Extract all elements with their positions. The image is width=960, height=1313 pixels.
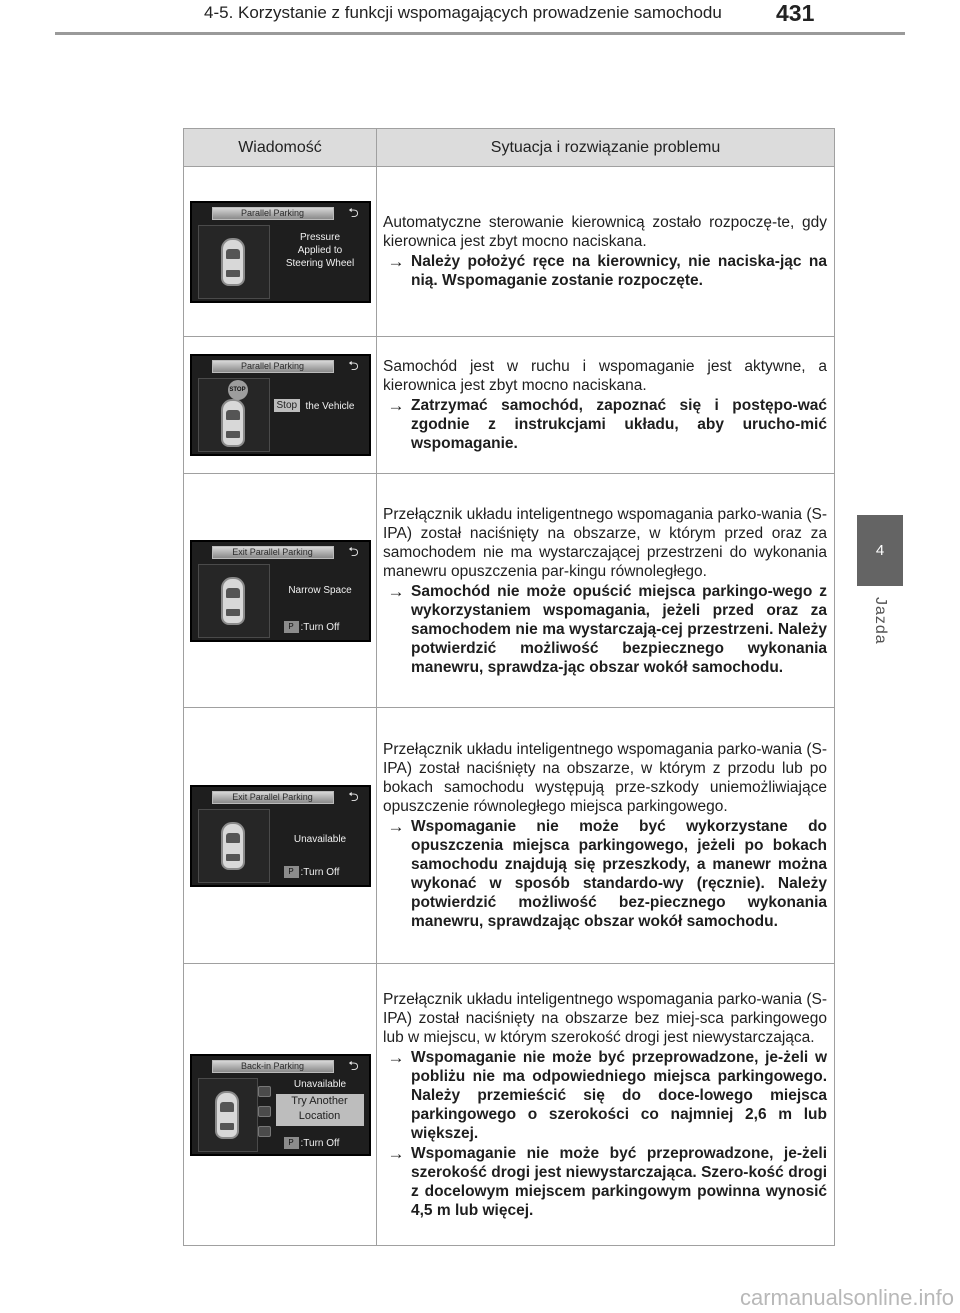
display-screen <box>190 785 371 887</box>
table-row <box>184 474 835 708</box>
chapter-tab <box>857 515 903 586</box>
table-row <box>184 337 835 474</box>
car-panel <box>198 809 270 883</box>
solution-item <box>383 252 827 290</box>
arrow-icon: → <box>387 817 405 836</box>
back-icon: ⮌ <box>348 788 359 804</box>
chapter-label-container <box>857 592 903 650</box>
highlight-line: Try Another <box>291 1094 348 1107</box>
arrow-icon: → <box>387 396 405 415</box>
solution-text: Wspomaganie nie może być przeprowadzone, je-żeli w pobliżu nie ma odpowiedniego miejsca parkingowego. Należy przemieścić się do doce-lowego miejsca parkingowego o szerokości co najmniej 2,6 m lub większej. <box>411 1048 827 1142</box>
car-icon <box>221 822 245 870</box>
watermark: carmanualsonline.info <box>739 1285 954 1310</box>
screen-message <box>276 231 365 270</box>
screen-title: Back-in Parking <box>212 1060 334 1073</box>
solution-item <box>383 1144 827 1220</box>
car-icon <box>221 399 245 447</box>
table-row <box>184 708 835 964</box>
message-cell <box>184 708 377 964</box>
turn-off-label: :Turn Off <box>300 866 340 878</box>
solution-item <box>383 1048 827 1143</box>
situation-description: Przełącznik układu inteligentnego wspomagania parko-wania (S-IPA) został naciśnięty na obszarze bez miej-sca parkingowego lub w miejscu, w którym szerokość drogi jest niewystarczająca. <box>383 990 827 1046</box>
page-number: 431 <box>776 0 815 26</box>
message-cell <box>184 167 377 337</box>
turn-off-line <box>284 1137 340 1150</box>
situation-cell <box>377 964 835 1246</box>
arrow-icon: → <box>387 252 405 271</box>
back-icon: ⮌ <box>348 543 359 559</box>
situation-description: Samochód jest w ruchu i wspomaganie jest aktywne, a kierownica jest zbyt mocno naciskana. <box>383 358 827 394</box>
situation-cell <box>377 167 835 337</box>
arrow-icon: → <box>387 1143 405 1163</box>
screen-message: Narrow Space <box>288 584 352 596</box>
car-icon <box>221 577 245 625</box>
situation-cell <box>377 474 835 708</box>
arrow-icon: → <box>387 1047 405 1067</box>
stop-icon: STOP <box>228 380 248 400</box>
sensor-indicator <box>258 1126 271 1137</box>
screen-message: Unavailable <box>293 1078 347 1090</box>
parking-switch-icon: P <box>284 1137 299 1149</box>
chapter-number: 4 <box>875 542 885 559</box>
turn-off-line <box>284 866 340 879</box>
solution-item <box>383 582 827 677</box>
display-screen <box>190 540 371 642</box>
screen-message-line: Steering Wheel <box>285 257 355 269</box>
messages-table <box>183 128 835 1246</box>
solution-item <box>383 396 827 453</box>
back-icon: ⮌ <box>348 358 359 373</box>
situation-cell <box>377 337 835 474</box>
turn-off-label: :Turn Off <box>300 1137 340 1149</box>
table-header-row <box>184 129 835 167</box>
screen-title: Exit Parallel Parking <box>212 791 334 804</box>
car-panel <box>198 1078 258 1152</box>
arrow-icon: → <box>387 581 405 601</box>
car-icon <box>215 1091 239 1139</box>
parking-switch-icon: P <box>284 866 299 878</box>
car-panel <box>198 564 270 638</box>
parking-switch-icon: P <box>284 621 299 633</box>
solution-text: Samochód nie może opuścić miejsca parkingo-wego z wykorzystaniem wspomagania, jeżeli przed oraz za samochodem nie ma wystarczają-cej przestrzeni. Należy potwierdzić możliwość bezpiecznego wykonania manewru, sprawdza-jąc obszar wokół samochodu. <box>411 582 827 676</box>
sensor-indicator <box>258 1086 271 1097</box>
section-title: 4-5. Korzystanie z funkcji wspomagających prowadzenie samochodu <box>204 3 722 22</box>
solution-text: Zatrzymać samochód, zapoznać się i postępo-wać zgodnie z instrukcjami układu, aby urucho-mić wspomaganie. <box>411 397 827 452</box>
screen-message: the Vehicle <box>305 401 355 412</box>
sensor-indicator <box>258 1106 271 1117</box>
screen-title: Parallel Parking <box>212 207 334 220</box>
message-cell <box>184 964 377 1246</box>
display-screen <box>190 201 371 303</box>
back-icon: ⮌ <box>348 1057 359 1073</box>
solution-text: Wspomaganie nie może być wykorzystane do opuszczenia miejsca parkingowego, jeżeli po bokach samochodu znajdują się przeszkody, a manewr można wykonać w sposób standardo-wy (ręcznie). Należy potwierdzić możliwość bez-piecznego wykonania manewru, sprawdzając obszar wokół samochodu. <box>411 818 827 930</box>
solution-text: Należy położyć ręce na kierownicy, nie naciska-jąc na nią. Wspomaganie zostanie rozpoczęte. <box>411 253 827 289</box>
car-panel <box>198 225 270 299</box>
message-cell <box>184 474 377 708</box>
solution-text: Wspomaganie nie może być przeprowadzone, je-żeli szerokość drogi jest niewystarczająca. Szero-kość drogi z docelowym miejscem parkingowym powinna wynosić 4,5 m lub więcej. <box>411 1144 827 1219</box>
screen-message-line: Pressure <box>299 231 340 243</box>
column-header-situation: Sytuacja i rozwiązanie problemu <box>377 129 835 167</box>
screen-title: Parallel Parking <box>212 360 334 373</box>
situation-description: Przełącznik układu inteligentnego wspomagania parko-wania (S-IPA) został naciśnięty na obszarze, w którym przed oraz za samochodem nie ma wystarczającej przestrzeni do wykonania manewru opuszczenia par-kingu równoległego. <box>383 505 827 580</box>
back-icon: ⮌ <box>348 204 359 220</box>
display-screen <box>190 354 371 456</box>
solution-item <box>383 817 827 931</box>
table-row <box>184 964 835 1246</box>
situation-description: Automatyczne sterowanie kierownicą zostało rozpoczę-te, gdy kierownica jest zbyt mocno naciskana. <box>383 214 827 250</box>
screen-message: Unavailable <box>293 833 347 845</box>
chapter-label: Jazda <box>872 597 889 645</box>
highlight-line: Location <box>298 1109 341 1122</box>
turn-off-label: :Turn Off <box>300 621 340 633</box>
stop-highlight: Stop <box>274 399 301 412</box>
screen-message-line: Applied to <box>297 244 343 256</box>
situation-description: Przełącznik układu inteligentnego wspomagania parko-wania (S-IPA) został naciśnięty na obszarze, w którym z przodu lub po bokach samochodu występują prze-szkody uniemożliwiające opuszczenie równoległego miejsca parkingowego. <box>383 741 827 815</box>
message-cell <box>184 337 377 474</box>
try-another-location-box <box>276 1094 364 1126</box>
turn-off-line <box>284 621 340 634</box>
column-header-message: Wiadomość <box>184 129 377 167</box>
situation-cell <box>377 708 835 964</box>
table-row <box>184 167 835 337</box>
car-icon <box>221 238 245 286</box>
header-divider <box>55 32 905 35</box>
screen-title: Exit Parallel Parking <box>212 546 334 559</box>
display-screen <box>190 1054 371 1156</box>
